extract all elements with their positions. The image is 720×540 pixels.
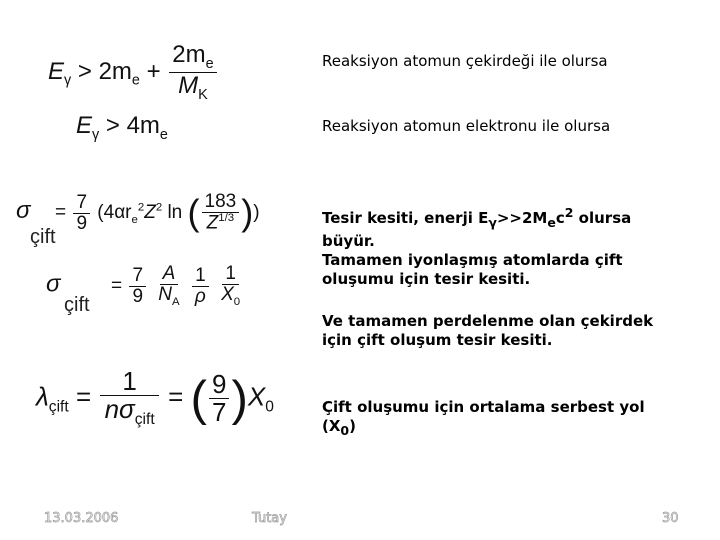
formula-mean-free-path: $\lambda_{çift}$ = $\frac{1}{n\sigma_{çift}}$ = ( $\frac{9}{7}$ )$X_0$ [36,366,274,429]
formula-1-lhs: E [48,57,65,85]
footer-author: Tutay [252,511,287,526]
footer-date: 13.03.2006 [44,511,119,526]
text-electron-reaction: Reaksiyon atomun elektronu ile olursa [322,117,611,135]
text-cross-section-ionized: Tesir kesiti, enerji $E_\gamma>>2M_ec^2$ olursa büyür. Tamamen iyonlaşmış atomlarda çift oluşumu için tesir kesiti. [322,205,632,288]
formula-cross-section-screened: σ = $\frac{7}{9}$ $\frac{A}{N_A}$ $\frac{1}{\rho}$ $\frac{1}{X_0}$ [46,263,241,308]
formula-threshold-nucleus: $E_\gamma > 2m_e$ + $\frac{2m_e}{M_K}$ [48,42,219,103]
formula-3-cift-subscript: çift [30,226,56,248]
formula-cross-section-ionized: σ = $\frac{7}{9}$ ($4\alpha r_e^2Z^2$ ln ( $\frac{183}{Z^{1/3}}$ )) [16,191,260,234]
footer-page-number: 30 [662,511,679,526]
formula-threshold-electron: $E_\gamma > 4m_e$ [76,112,168,143]
text-mean-free-path: Çift oluşumu için ortalama serbest yol $(X_0)$ [322,398,645,438]
formula-4-cift-subscript: çift [64,294,90,316]
formula-1-fraction: $\frac{2m_e}{M_K}$ [169,42,216,103]
text-cross-section-screened: Ve tamamen perdelenme olan çekirdek için çift oluşum tesir kesiti. [322,312,654,349]
text-nucleus-reaction: Reaksiyon atomun çekirdeği ile olursa [322,52,608,70]
